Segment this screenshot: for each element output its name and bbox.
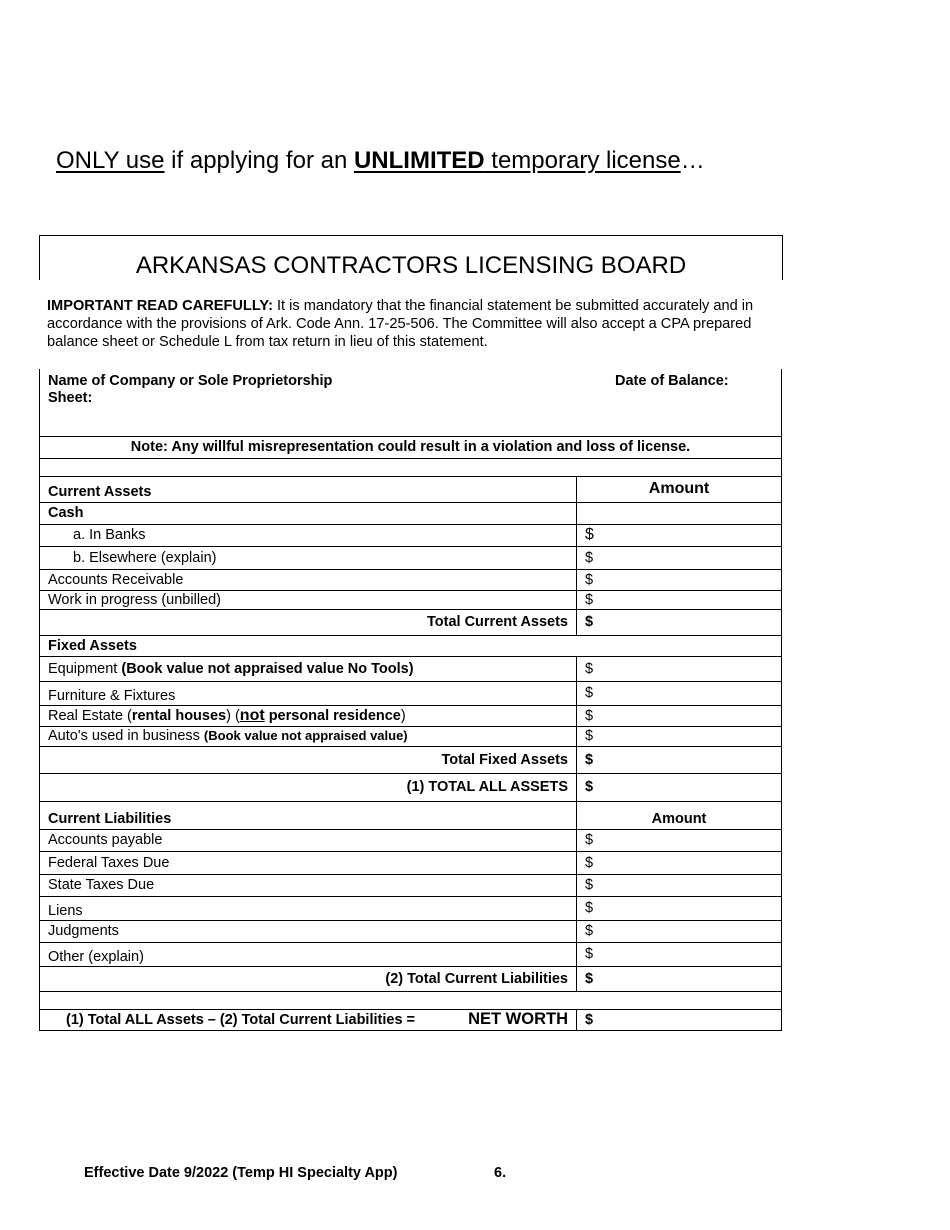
equipment-row: [40, 656, 782, 681]
net-worth-row: [40, 1009, 782, 1030]
judgments-label: Judgments: [40, 920, 577, 942]
amount-header: Amount: [577, 476, 782, 502]
autos-amount[interactable]: [577, 726, 782, 746]
total-fixed-assets-row: [40, 746, 782, 773]
receivable-row: [40, 569, 782, 590]
autos-row: [40, 726, 782, 746]
real-estate-label: [40, 705, 577, 726]
dollar-sign: $: [585, 854, 594, 871]
judgments-row: [40, 920, 782, 942]
autos-text: Auto's used in business: [48, 728, 204, 744]
cash-row: [40, 502, 782, 524]
liabilities-amount-header: Amount: [577, 801, 782, 829]
real-estate-amount[interactable]: [577, 705, 782, 726]
real-estate-text: Real Estate (: [48, 707, 132, 724]
liens-row: [40, 896, 782, 920]
judgments-amount[interactable]: [577, 920, 782, 942]
board-title-box: [39, 235, 783, 280]
dollar-sign: $: [585, 614, 594, 630]
dollar-sign: $: [585, 571, 594, 588]
other-amount[interactable]: [577, 942, 782, 966]
cash-label: Cash: [40, 502, 577, 524]
important-notice: [47, 297, 777, 351]
dollar-sign: $: [585, 728, 594, 744]
federal-taxes-row: [40, 851, 782, 874]
in-banks-row: [40, 524, 782, 546]
liens-label: Liens: [40, 896, 577, 920]
total-all-assets-row: [40, 773, 782, 801]
dollar-sign: $: [585, 779, 594, 795]
fixed-assets-header-row: [40, 635, 782, 656]
liens-amount[interactable]: [577, 896, 782, 920]
federal-taxes-label: Federal Taxes Due: [40, 851, 577, 874]
dollar-sign: $: [585, 946, 594, 962]
date-of-balance-label: Date of Balance:: [615, 373, 729, 389]
page-headline: [56, 147, 705, 175]
state-taxes-amount[interactable]: [577, 874, 782, 896]
headline-text: if applying for an: [164, 147, 354, 174]
wip-row: [40, 590, 782, 609]
wip-amount[interactable]: [577, 590, 782, 609]
total-fixed-assets-amount[interactable]: [577, 746, 782, 773]
dollar-sign: $: [585, 877, 594, 893]
headline-ellipsis: …: [680, 147, 705, 174]
dollar-sign: $: [585, 707, 594, 724]
dollar-sign: $: [585, 970, 594, 987]
dollar-sign: $: [585, 923, 594, 939]
spacer-row-2: [40, 991, 782, 1009]
net-worth-amount[interactable]: [577, 1009, 782, 1030]
company-name-field[interactable]: [40, 369, 782, 436]
company-row: [40, 369, 782, 436]
net-worth-label: [40, 1009, 577, 1030]
financial-statement-table: [39, 369, 782, 1031]
fixed-assets-header: Fixed Assets: [40, 635, 782, 656]
important-text: It is mandatory that the financial statement be submitted accurately and in accordance with the provisions of Ark. Code Ann. 17-25-506. The Committee will also accept a CPA prepared balance sheet or Schedule L from tax return in lieu of this statement.: [47, 298, 754, 350]
net-worth-title: NET WORTH: [468, 1009, 568, 1028]
total-current-assets-amount[interactable]: [577, 609, 782, 635]
elsewhere-amount[interactable]: [577, 546, 782, 569]
current-assets-header-row: [40, 476, 782, 502]
dollar-sign: $: [585, 549, 594, 566]
furniture-label: Furniture & Fixtures: [40, 681, 577, 705]
note-row: [40, 436, 782, 458]
equipment-note: (Book value not appraised value No Tools): [121, 660, 414, 677]
wip-label: Work in progress (unbilled): [40, 590, 577, 609]
dollar-sign: $: [585, 1011, 594, 1028]
accounts-payable-row: [40, 829, 782, 851]
furniture-row: [40, 681, 782, 705]
other-row: [40, 942, 782, 966]
accounts-payable-amount[interactable]: [577, 829, 782, 851]
total-liabilities-label: (2) Total Current Liabilities: [40, 966, 577, 991]
dollar-sign: $: [585, 660, 594, 677]
real-estate-row: [40, 705, 782, 726]
real-estate-close-paren: ): [400, 707, 406, 724]
rental-houses-text: rental houses: [131, 707, 227, 724]
board-title: ARKANSAS CONTRACTORS LICENSING BOARD: [135, 252, 687, 279]
company-name-label: Name of Company or Sole Proprietorship: [48, 373, 333, 389]
autos-note: (Book value not appraised value): [203, 728, 408, 743]
receivable-label: Accounts Receivable: [40, 569, 577, 590]
state-taxes-row: [40, 874, 782, 896]
headline-temporary-license: temporary license: [484, 147, 681, 174]
spacer-row: [40, 458, 782, 476]
dollar-sign: $: [585, 526, 594, 543]
equipment-label: [40, 656, 577, 681]
total-liabilities-amount[interactable]: [577, 966, 782, 991]
total-all-assets-label: (1) TOTAL ALL ASSETS: [40, 773, 577, 801]
headline-unlimited: UNLIMITED: [353, 147, 485, 174]
page-number: 6.: [494, 1165, 507, 1181]
equipment-amount[interactable]: [577, 656, 782, 681]
sheet-label: Sheet:: [48, 390, 93, 406]
federal-taxes-amount[interactable]: [577, 851, 782, 874]
total-current-assets-row: [40, 609, 782, 635]
equipment-text: Equipment: [48, 660, 122, 677]
important-lead: IMPORTANT READ CAREFULLY:: [47, 298, 273, 314]
total-liabilities-row: [40, 966, 782, 991]
total-fixed-assets-label: Total Fixed Assets: [40, 746, 577, 773]
dollar-sign: $: [585, 900, 594, 916]
dollar-sign: $: [585, 832, 594, 848]
personal-residence-text: personal residence: [264, 707, 401, 724]
accounts-payable-label: Accounts payable: [40, 829, 577, 851]
elsewhere-row: [40, 546, 782, 569]
other-label: Other (explain): [40, 942, 577, 966]
net-worth-formula: (1) Total ALL Assets – (2) Total Current Liabilities =: [66, 1011, 415, 1028]
furniture-amount[interactable]: [577, 681, 782, 705]
receivable-amount[interactable]: [577, 569, 782, 590]
in-banks-label: a. In Banks: [40, 524, 577, 546]
dollar-sign: $: [585, 751, 594, 768]
real-estate-paren: ) (: [226, 707, 240, 724]
total-all-assets-amount[interactable]: [577, 773, 782, 801]
current-liabilities-header: Current Liabilities: [40, 801, 577, 829]
in-banks-amount[interactable]: [577, 524, 782, 546]
footer-effective-date: Effective Date 9/2022 (Temp HI Specialty App): [84, 1165, 398, 1181]
autos-label: [40, 726, 577, 746]
elsewhere-label: b. Elsewhere (explain): [40, 546, 577, 569]
current-assets-header: Current Assets: [40, 476, 577, 502]
total-current-assets-label: Total Current Assets: [40, 609, 577, 635]
not-text: not: [239, 706, 265, 724]
misrepresentation-note: Note: Any willful misrepresentation could result in a violation and loss of license.: [40, 436, 782, 458]
dollar-sign: $: [585, 591, 594, 608]
state-taxes-label: State Taxes Due: [40, 874, 577, 896]
current-liabilities-header-row: [40, 801, 782, 829]
dollar-sign: $: [585, 685, 594, 701]
headline-only-use: ONLY use: [56, 147, 165, 174]
